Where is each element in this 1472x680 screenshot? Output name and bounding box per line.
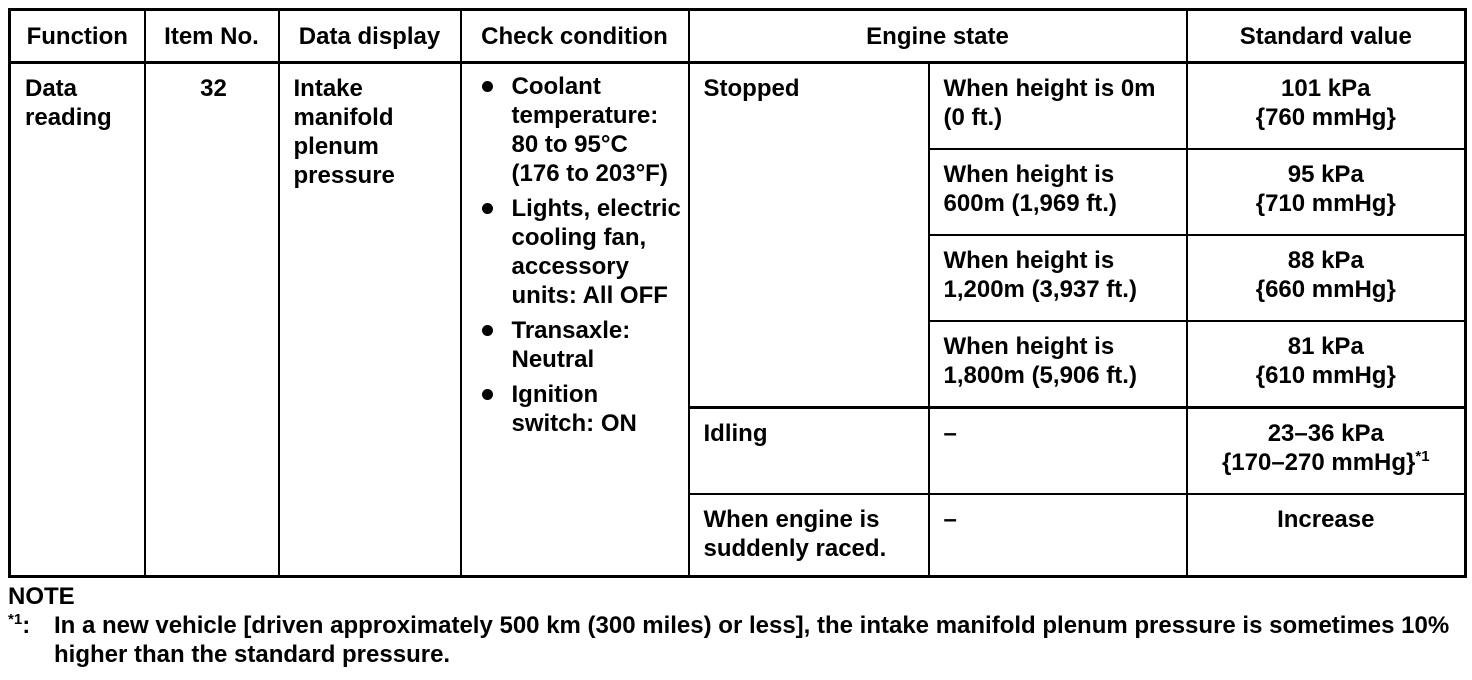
value-mmhg: {710 mmHg} bbox=[1255, 190, 1396, 217]
item-no-text: 32 bbox=[200, 75, 227, 102]
value-mmhg: {170–270 mmHg} bbox=[1221, 449, 1416, 476]
height-condition-text: When height is 1,800m (5,906 ft.) bbox=[943, 333, 1137, 389]
header-item-no: Item No. bbox=[145, 10, 279, 63]
state-stopped: Stopped bbox=[703, 75, 800, 102]
header-standard-value: Standard value bbox=[1187, 10, 1466, 63]
standard-value: Increase bbox=[1277, 506, 1375, 533]
function-text: Data reading bbox=[25, 75, 112, 131]
standard-value bbox=[1188, 236, 1465, 310]
note-text: In a new vehicle [driven approximately 500 km (300 miles) or less], the intake manifold plenum pressure is sometimes 10% higher than the standard pressure. bbox=[54, 612, 1450, 668]
idling-condition-cell bbox=[929, 408, 1187, 495]
height-condition-text: When height is 600m (1,969 ft.) bbox=[943, 161, 1117, 217]
state-idling-cell bbox=[689, 408, 929, 495]
height-condition-cell bbox=[929, 149, 1187, 235]
note-title: NOTE bbox=[8, 583, 75, 610]
bullet-icon bbox=[482, 325, 493, 336]
height-condition-cell bbox=[929, 63, 1187, 150]
note-body bbox=[8, 611, 1464, 669]
raced-condition-cell bbox=[929, 494, 1187, 577]
standard-value-cell bbox=[1187, 408, 1466, 495]
list-item bbox=[476, 380, 682, 438]
bullet-icon bbox=[482, 81, 493, 92]
height-condition-cell bbox=[929, 321, 1187, 408]
state-idling: Idling bbox=[703, 420, 768, 447]
idling-condition-text: – bbox=[943, 420, 957, 447]
list-item bbox=[476, 316, 682, 374]
footnote-mark: *1 bbox=[1415, 448, 1430, 465]
function-cell bbox=[10, 63, 145, 577]
header-engine-state: Engine state bbox=[689, 10, 1187, 63]
standard-value-cell bbox=[1187, 494, 1466, 577]
value-mmhg: {660 mmHg} bbox=[1255, 276, 1396, 303]
value-mmhg: {760 mmHg} bbox=[1255, 104, 1396, 131]
note-mark: $^{*1}$: bbox=[8, 611, 31, 639]
value-kpa: 23–36 kPa bbox=[1267, 420, 1384, 447]
standard-value-cell bbox=[1187, 149, 1466, 235]
data-display-text: Intake manifold plenum pressure bbox=[293, 75, 395, 189]
spec-table-container bbox=[8, 8, 1464, 578]
value-kpa: 88 kPa bbox=[1287, 247, 1364, 274]
standard-value-cell bbox=[1187, 63, 1466, 150]
header-check-condition: Check condition bbox=[461, 10, 689, 63]
value-kpa: 81 kPa bbox=[1287, 333, 1364, 360]
data-display-cell bbox=[279, 63, 461, 577]
check-condition-text: Transaxle: Neutral bbox=[511, 317, 631, 373]
value-kpa: 101 kPa bbox=[1281, 75, 1371, 102]
standard-value bbox=[1188, 322, 1465, 396]
standard-value-cell bbox=[1187, 321, 1466, 408]
bullet-icon bbox=[482, 203, 493, 214]
standard-value bbox=[1188, 64, 1465, 138]
check-condition-text: Ignition switch: ON bbox=[511, 381, 637, 437]
height-condition-text: When height is 1,200m (3,937 ft.) bbox=[943, 247, 1137, 303]
height-condition-cell bbox=[929, 235, 1187, 321]
height-condition-text: When height is 0m (0 ft.) bbox=[943, 75, 1156, 131]
header-row bbox=[10, 10, 1466, 63]
footnote-mark: *1 bbox=[8, 611, 23, 628]
standard-value-cell bbox=[1187, 235, 1466, 321]
value-mmhg: {610 mmHg} bbox=[1255, 362, 1396, 389]
spec-table bbox=[8, 8, 1467, 578]
list-item bbox=[476, 72, 682, 188]
state-raced-cell bbox=[689, 494, 929, 577]
note-section bbox=[8, 582, 1464, 669]
check-condition-text: Coolant temperature: 80 to 95°C (176 to 203°F) bbox=[511, 73, 668, 187]
check-condition-text: Lights, electric cooling fan, accessory units: All OFF bbox=[511, 195, 681, 309]
state-raced: When engine is suddenly raced. bbox=[703, 506, 887, 562]
header-function: Function bbox=[10, 10, 145, 63]
check-condition-list bbox=[462, 64, 688, 448]
standard-value bbox=[1188, 409, 1465, 483]
header-data-display: Data display bbox=[279, 10, 461, 63]
standard-value bbox=[1188, 150, 1465, 224]
value-mmhg-with-mark bbox=[1194, 448, 1459, 477]
raced-condition-text: – bbox=[943, 506, 957, 533]
table-row bbox=[10, 63, 1466, 150]
value-kpa: 95 kPa bbox=[1287, 161, 1364, 188]
list-item bbox=[476, 194, 682, 310]
item-no-cell bbox=[145, 63, 279, 577]
state-stopped-cell bbox=[689, 63, 929, 408]
bullet-icon bbox=[482, 389, 493, 400]
check-condition-cell bbox=[461, 63, 689, 577]
